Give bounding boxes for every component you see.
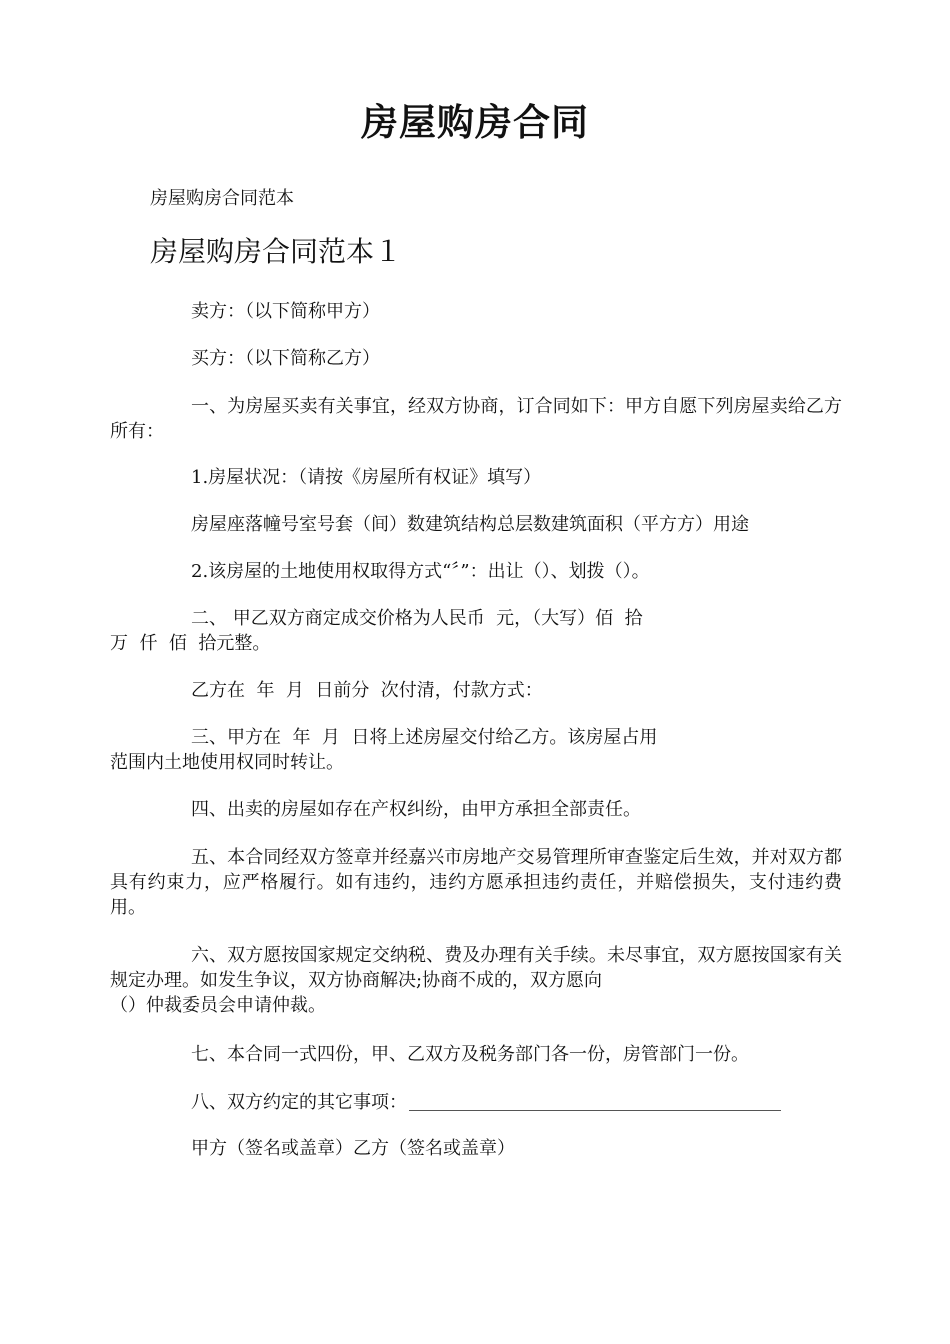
clause-8-label: 八、双方约定的其它事项： (191, 1092, 407, 1113)
buyer-line: 买方：（以下简称乙方） (191, 348, 380, 369)
clause-7: 七、本合同一式四份，甲、乙双方及税务部门各一份，房管部门一份。 (191, 1044, 749, 1065)
clause-6-line-2: （）仲裁委员会申请仲裁。 (110, 995, 326, 1016)
seller-line: 卖方：（以下简称甲方） (191, 301, 380, 322)
other-terms-blank (409, 1090, 781, 1111)
clause-6-line-1: 六、双方愿按国家规定交纳税、费及办理有关手续。未尽事宜，双方愿按国家有关规定办理。如发生争议，双方协商解决;协商不成的，双方愿向 (110, 945, 842, 991)
clause-2-line-1: 二、 甲乙双方商定成交价格为人民币 元，（大写）佰 拾 (191, 608, 643, 629)
clause-1-item-2: 2.该房屋的土地使用权取得方式“〞”：出让（）、划拨（）。 (191, 561, 650, 582)
clause-1: 一、为房屋买卖有关事宜，经双方协商，订合同如下：甲方自愿下列房屋卖给乙方所有： (110, 396, 842, 442)
clause-4: 四、出卖的房屋如存在产权纠纷，由甲方承担全部责任。 (191, 799, 641, 820)
document-subtitle: 房屋购房合同范本 (150, 188, 294, 209)
clause-5: 五、本合同经双方签章并经嘉兴市房地产交易管理所审查鉴定后生效，并对双方都具有约束力，应严格履行。如有违约，违约方愿承担违约责任，并赔偿损失，支付违约费用。 (110, 847, 842, 918)
clause-1-item-1: 1.房屋状况：（请按《房屋所有权证》填写） (191, 467, 542, 488)
clause-8 (110, 1090, 842, 1115)
document-title: 房屋购房合同 (361, 100, 589, 144)
clause-3-line-1: 三、甲方在 年 月 日将上述房屋交付给乙方。该房屋占用 (191, 727, 658, 748)
property-fields-line: 房屋座落幢号室号套（间）数建筑结构总层数建筑面积（平方方）用途 (191, 514, 749, 535)
signature-line: 甲方（签名或盖章）乙方（签名或盖章） (191, 1138, 515, 1159)
payment-line: 乙方在 年 月 日前分 次付清，付款方式： (191, 680, 543, 701)
clause-3-line-2: 范围内土地使用权同时转让。 (110, 752, 344, 773)
section-heading: 房屋购房合同范本１ (150, 235, 403, 268)
clause-2-line-2: 万 仟 佰 拾元整。 (110, 633, 271, 654)
